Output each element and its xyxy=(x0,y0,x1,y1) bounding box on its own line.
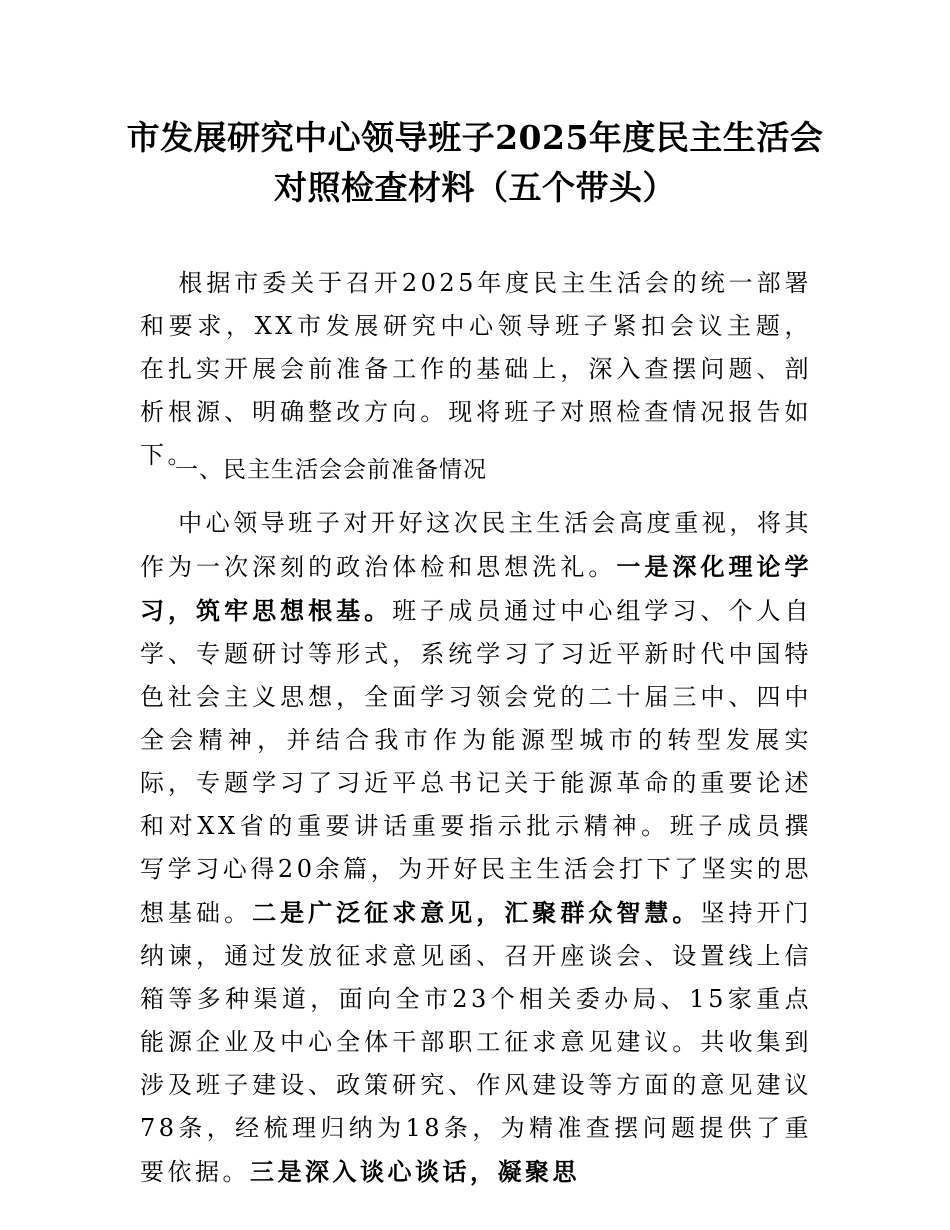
section-1-text-c: 坚持开门纳谏，通过发放征求意见函、召开座谈会、设置线上信箱等多种渠道，面向全市23个相关委办局、15家重点能源企业及中心全体干部职工征求意见建议。共收集到涉及班子建设、政策研究、作风建设等方面的意见建议78条，经梳理归纳为18条，为精准查摆问题提供了重要依据。 xyxy=(140,899,813,1186)
intro-paragraph-text: 根据市委关于召开2025年度民主生活会的统一部署和要求，XX市发展研究中心领导班子紧扣会议主题，在扎实开展会前准备工作的基础上，深入查摆问题、剖析根源、明确整改方向。现将班子对照检查情况报告如下。 xyxy=(140,269,812,469)
section-1-text-a: 中心领导班子对开好这次民主生活会高度重视，将其作为一次深刻的政治体检和思想洗礼。 xyxy=(140,509,812,581)
section-1-point-2-heading: 二是广泛征求意见，汇聚群众智慧。 xyxy=(252,898,701,927)
intro-paragraph xyxy=(140,262,812,477)
section-1-paragraph xyxy=(140,502,812,1194)
title-line-1: 市发展研究中心领导班子2025年度民主生活会 xyxy=(126,118,824,157)
section-1-heading: 一、民主生活会会前准备情况 xyxy=(175,457,487,483)
section-1-point-3-heading: 三是深入谈心谈话，凝聚思 xyxy=(250,1157,580,1186)
section-1-point-1-heading: 一是深化理论学习，筑牢思想根基。 xyxy=(140,552,813,625)
section-1-text-b: 班子成员通过中心组学习、个人自学、专题研讨等形式，系统学习了习近平新时代中国特色社会主义思想，全面学习领会党的二十届三中、四中全会精神，并结合我市作为能源型城市的转型发展实际，专题学习了习近平总书记关于能源革命的重要论述和对XX省的重要讲话重要指示批示精神。班子成员撰写学习心得20余篇，为开好民主生活会打下了坚实的思想基础。 xyxy=(140,597,813,927)
document-title xyxy=(100,113,850,213)
title-line-2: 对照检查材料（五个带头） xyxy=(274,168,676,207)
